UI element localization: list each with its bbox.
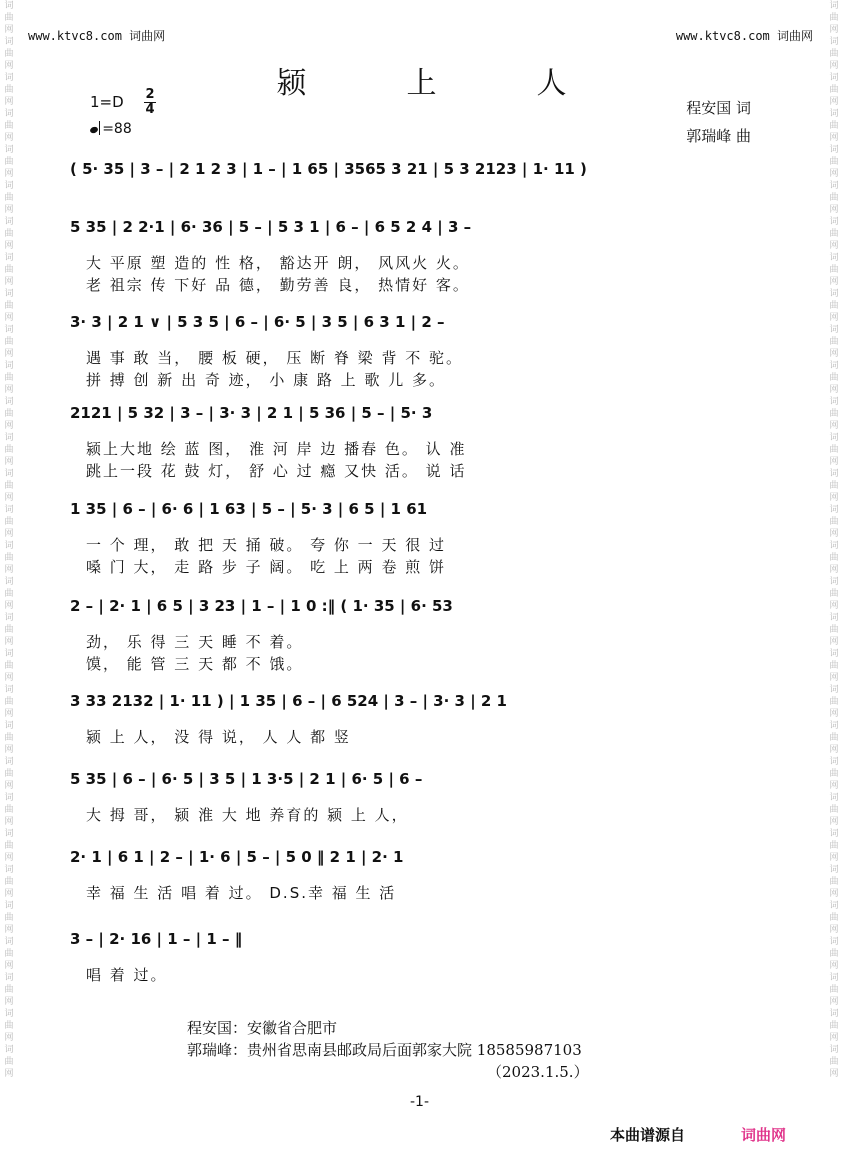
lyric-line: 颍上大地 绘 蓝 图， 淮 河 岸 边 播春 色。 认 准 (86, 440, 467, 458)
lyric-line: 幸 福 生 活 唱 着 过。 D.S.幸 福 生 活 (86, 884, 397, 902)
author-info (187, 1017, 589, 1083)
source-credit (610, 1124, 786, 1145)
source-label: 本曲谱源自 (610, 1126, 686, 1144)
left-watermark-text: 词曲网词曲网词曲网词曲网词曲网词曲网词曲网词曲网词曲网词曲网词曲网词曲网词曲网词曲网词曲网词曲网词曲网词曲网词曲网词曲网词曲网词曲网词曲网词曲网词曲网词曲网词曲网词曲网词曲网词曲网 (4, 1, 14, 1079)
time-bottom: 4 (145, 102, 155, 117)
lyric-line: 拼 搏 创 新 出 奇 迹， 小 康 路 上 歌 儿 多。 (86, 371, 446, 389)
notation-line: 2· 1 | 6 1 | 2 – | 1· 6 | 5 – | 5 0 ‖ 2 1 | 2· 1 (70, 848, 404, 866)
lyric-line: 劲， 乐 得 三 天 睡 不 着。 (86, 633, 304, 651)
notation-line: 5 35 | 6 – | 6· 5 | 3 5 | 1 3·5 | 2 1 | 6· 5 | 6 – (70, 770, 423, 788)
site-url-left[interactable]: www.ktvc8.com 词曲网 (28, 29, 166, 43)
notation-line: 3 – | 2· 16 | 1 – | 1 – ‖ (70, 930, 243, 948)
lyric-line: 嗓 门 大， 走 路 步 子 阔。 吃 上 两 卷 煎 饼 (86, 558, 446, 576)
time-top: 2 (145, 87, 155, 102)
page-number: -1- (410, 1094, 430, 1110)
lyric-line: 大 平原 塑 造的 性 格， 豁达开 朗， 风风火 火。 (86, 254, 470, 272)
lyric-line: 老 祖宗 传 下好 品 德， 勤劳善 良， 热情好 客。 (86, 276, 470, 294)
note-stem-icon (99, 121, 100, 135)
tempo-value: =88 (102, 121, 132, 137)
notation-line: 5 35 | 2 2·1 | 6· 36 | 5 – | 5 3 1 | 6 – | 6 5 2 4 | 3 – (70, 218, 472, 236)
quarter-note-icon (89, 126, 99, 134)
composition-date: （2023.1.5.） (487, 1063, 589, 1081)
lyric-line: 遇 事 敢 当， 腰 板 硬， 压 断 脊 梁 背 不 驼。 (86, 349, 463, 367)
lyric-line: 馍， 能 管 三 天 都 不 饿。 (86, 655, 304, 673)
notation-line: 2121 | 5 32 | 3 – | 3· 3 | 2 1 | 5 36 | 5 – | 5· 3 (70, 404, 433, 422)
tempo-marking (90, 121, 132, 137)
right-watermark-text: 词曲网词曲网词曲网词曲网词曲网词曲网词曲网词曲网词曲网词曲网词曲网词曲网词曲网词曲网词曲网词曲网词曲网词曲网词曲网词曲网词曲网词曲网词曲网词曲网词曲网词曲网词曲网词曲网词曲网词曲网 (829, 1, 839, 1079)
lyric-line: 唱 着 过。 (86, 966, 168, 984)
notation-line: 3· 3 | 2 1 ∨ | 5 3 5 | 6 – | 6· 5 | 3 5 | 6 3 1 | 2 – (70, 313, 445, 331)
composer-address: 郭瑞峰：贵州省思南县邮政局后面郭家大院 18585987103 (187, 1041, 582, 1059)
right-watermark-strip (827, 0, 841, 1172)
lyric-line: 大 拇 哥， 颍 淮 大 地 养育的 颍 上 人， (86, 806, 409, 824)
lyric-line: 跳上一段 花 鼓 灯， 舒 心 过 瘾 又快 活。 说 话 (86, 462, 467, 480)
lyricist-address: 程安国：安徽省合肥市 (187, 1019, 338, 1037)
notation-line: 1 35 | 6 – | 6· 6 | 1 63 | 5 – | 5· 3 | 6 5 | 1 61 (70, 500, 428, 518)
notation-line: ( 5· 35 | 3 – | 2 1 2 3 | 1 – | 1 65 | 3565 3 21 | 5 3 2123 | 1· 11 ) (70, 160, 587, 178)
key-signature: 1=D (90, 93, 124, 111)
song-title: 颍上人 (276, 66, 667, 101)
time-signature (144, 88, 156, 117)
lyricist: 程安国 词 (686, 99, 751, 117)
source-brand[interactable]: 词曲网 (741, 1126, 787, 1144)
lyric-line: 颍 上 人， 没 得 说， 人 人 都 竖 (86, 728, 351, 746)
credits (686, 94, 751, 150)
left-watermark-strip (2, 0, 16, 1172)
site-url-right[interactable]: www.ktvc8.com 词曲网 (675, 29, 813, 43)
lyric-line: 一 个 理， 敢 把 天 捅 破。 夸 你 一 天 很 过 (86, 536, 446, 554)
notation-line: 2 – | 2· 1 | 6 5 | 3 23 | 1 – | 1 0 :‖ ( 1· 35 | 6· 53 (70, 597, 453, 615)
composer: 郭瑞峰 曲 (686, 127, 751, 145)
notation-line: 3 33 2132 | 1· 11 ) | 1 35 | 6 – | 6 524 | 3 – | 3· 3 | 2 1 (70, 692, 507, 710)
